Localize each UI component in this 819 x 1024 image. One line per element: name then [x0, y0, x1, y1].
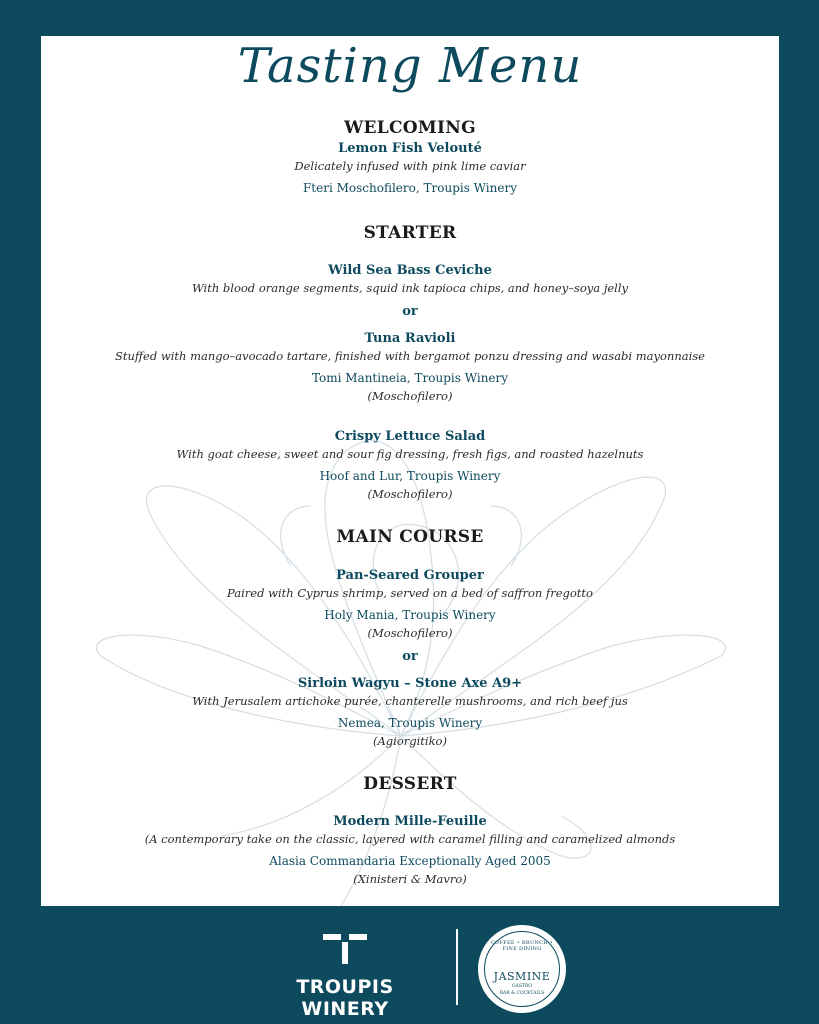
jasmine-badge-logo [478, 925, 566, 1013]
section-heading-welcoming: WELCOMING [344, 118, 476, 138]
badge-name: JASMINE [493, 970, 551, 983]
troupis-t-icon [323, 934, 367, 964]
dish-description: Delicately infused with pink lime caviar [294, 159, 526, 173]
grape-variety: (Xinisteri & Mavro) [353, 872, 467, 886]
section-heading-dessert: DESSERT [363, 774, 457, 794]
grape-variety: (Moschofilero) [367, 626, 453, 640]
wine-pairing: Holy Mania, Troupis Winery [324, 608, 496, 622]
dish-name: Sirloin Wagyu – Stone Axe A9+ [297, 676, 523, 691]
grape-variety: (Agiorgitiko) [373, 734, 447, 748]
section-heading-starter: STARTER [363, 223, 457, 243]
wine-pairing: Fteri Moschofilero, Troupis Winery [302, 181, 517, 195]
footer-divider [456, 929, 458, 1005]
grape-variety: (Moschofilero) [367, 389, 453, 403]
badge-subtitle-2: BAR & COCKTAILS [499, 990, 545, 996]
dish-description: With blood orange segments, squid ink tapioca chips, and honey–soya jelly [191, 281, 629, 295]
section-heading-main: MAIN COURSE [336, 527, 484, 547]
dish-name: Modern Mille-Feuille [333, 814, 487, 829]
dish-description: With Jerusalem artichoke purée, chanterelle mushrooms, and rich beef jus [192, 694, 628, 708]
dish-name: Pan-Seared Grouper [336, 568, 484, 583]
or-separator: or [402, 649, 418, 664]
wine-pairing: Hoof and Lur, Troupis Winery [319, 469, 501, 483]
dish-description: (A contemporary take on the classic, layered with caramel filling and caramelized almonds [144, 832, 676, 846]
dish-description: Paired with Cyprus shrimp, served on a bed of saffron fregotto [227, 586, 593, 600]
dish-description: Stuffed with mango–avocado tartare, finished with bergamot ponzu dressing and wasabi mayonnaise [115, 349, 705, 363]
dish-name: Tuna Ravioli [364, 331, 456, 346]
dish-name: Crispy Lettuce Salad [334, 429, 486, 444]
badge-tagline: COFFEE • BRUNCH • FINE DINING [490, 940, 554, 952]
dish-name: Wild Sea Bass Ceviche [328, 263, 492, 278]
wine-pairing: Nemea, Troupis Winery [337, 716, 483, 730]
menu-card [41, 36, 779, 906]
troupis-winery-logo [252, 934, 438, 1020]
badge-subtitle-1: GASTRO [511, 984, 532, 989]
dish-description: With goat cheese, sweet and sour fig dressing, fresh figs, and roasted hazelnuts [176, 447, 644, 461]
wine-pairing: Alasia Commandaria Exceptionally Aged 2005 [269, 854, 551, 868]
winery-name: TROUPIS WINERY [296, 976, 394, 1020]
or-separator: or [402, 304, 418, 319]
grape-variety: (Moschofilero) [367, 487, 453, 501]
dish-name: Lemon Fish Velouté [338, 141, 482, 156]
wine-pairing: Tomi Mantineia, Troupis Winery [311, 371, 509, 385]
menu-title: Tasting Menu [237, 38, 583, 94]
